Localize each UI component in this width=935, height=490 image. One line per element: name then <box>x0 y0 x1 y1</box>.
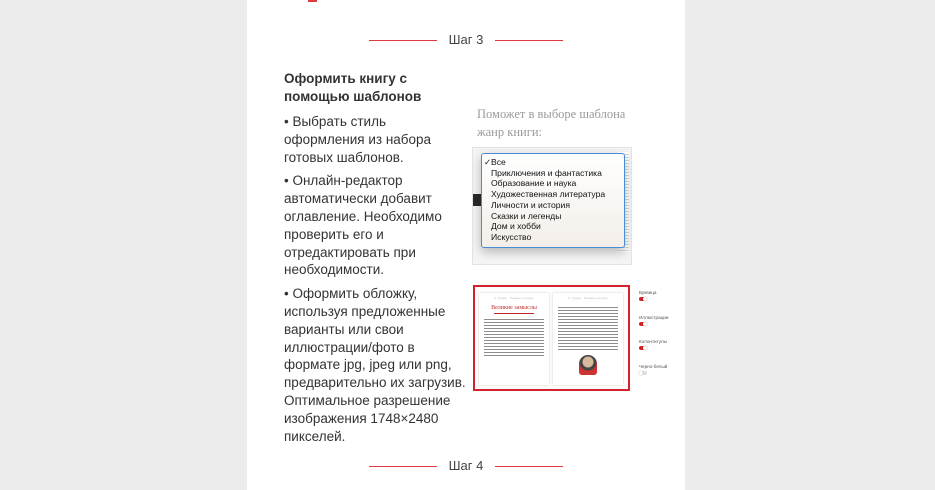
genre-option[interactable]: Художественная литература <box>491 189 606 200</box>
step-3-label: Шаг 3 <box>448 32 484 47</box>
chapter-title: Великие замыслы <box>491 305 537 311</box>
genre-option[interactable]: Личности и история <box>491 199 571 210</box>
accent-mark <box>308 0 317 2</box>
chapter-underline <box>494 313 534 314</box>
running-header: К. Гудзон · Рыцарь и колдун <box>568 296 608 300</box>
bullet-style: • Выбрать стиль оформления из набора готовых шаблонов. <box>284 114 432 165</box>
divider-line-right <box>495 40 563 41</box>
toggle-headers[interactable] <box>639 339 679 350</box>
step-4-label: Шаг 4 <box>448 458 484 473</box>
genre-option[interactable]: Искусство <box>491 231 532 242</box>
step-3-divider <box>369 32 563 48</box>
toggle-label: Буквица <box>639 290 657 295</box>
book-page-right <box>553 293 623 385</box>
genre-hint: Поможет в выборе шаблона жанр книги: <box>477 107 626 139</box>
toggle-illustrations[interactable] <box>639 315 679 326</box>
page-text-block <box>484 318 544 358</box>
step-3-description <box>284 70 466 451</box>
toggle-label: Колонтитулы <box>639 339 667 344</box>
checkmark-icon: ✓ <box>484 157 492 167</box>
toggle-switch[interactable] <box>639 322 647 326</box>
genre-select-screenshot <box>472 147 632 265</box>
toggle-label: Черно-белый <box>639 363 668 369</box>
bullet-toc: • Онлайн-редактор автоматически добавит оглавление. Необходимо проверить его и отредактировать при необходимости. <box>284 173 442 278</box>
layout-options <box>639 290 679 388</box>
genre-option[interactable]: Образование и наука <box>491 178 577 189</box>
genre-dropdown[interactable] <box>481 153 625 248</box>
toggle-switch[interactable] <box>639 371 647 375</box>
genre-option[interactable]: Дом и хобби <box>491 221 541 232</box>
book-page-left <box>479 293 549 385</box>
toggle-bw[interactable] <box>639 364 679 375</box>
step-4-divider <box>369 458 563 474</box>
toggle-dropcap[interactable] <box>639 290 679 301</box>
page-text-block <box>558 306 618 350</box>
screenshot-edge <box>473 194 481 206</box>
genre-option[interactable]: ✓ Все <box>484 157 506 167</box>
toggle-switch[interactable] <box>639 346 647 350</box>
running-header: К. Гудзон · Рыцарь и колдун <box>494 296 534 300</box>
genre-option[interactable]: Приключения и фантастика <box>491 167 602 178</box>
book-layout-preview <box>473 285 630 391</box>
genre-option[interactable]: Сказки и легенды <box>491 210 562 221</box>
toggle-label: Иллюстрации <box>639 314 669 320</box>
portrait-illustration <box>579 355 597 375</box>
divider-line-right <box>495 466 563 467</box>
toggle-switch[interactable] <box>639 297 647 301</box>
divider-line-left <box>369 40 437 41</box>
divider-line-left <box>369 466 437 467</box>
step-title: Оформить книгу с помощью шаблонов <box>284 71 422 104</box>
bullet-cover: • Оформить обложку, используя предложенные варианты или свои иллюстрации/фото в формате jpg, jpeg или png, предварительно их загрузив. Оптимальное разрешение изображения 1748×2480 пикселей. <box>284 286 466 444</box>
